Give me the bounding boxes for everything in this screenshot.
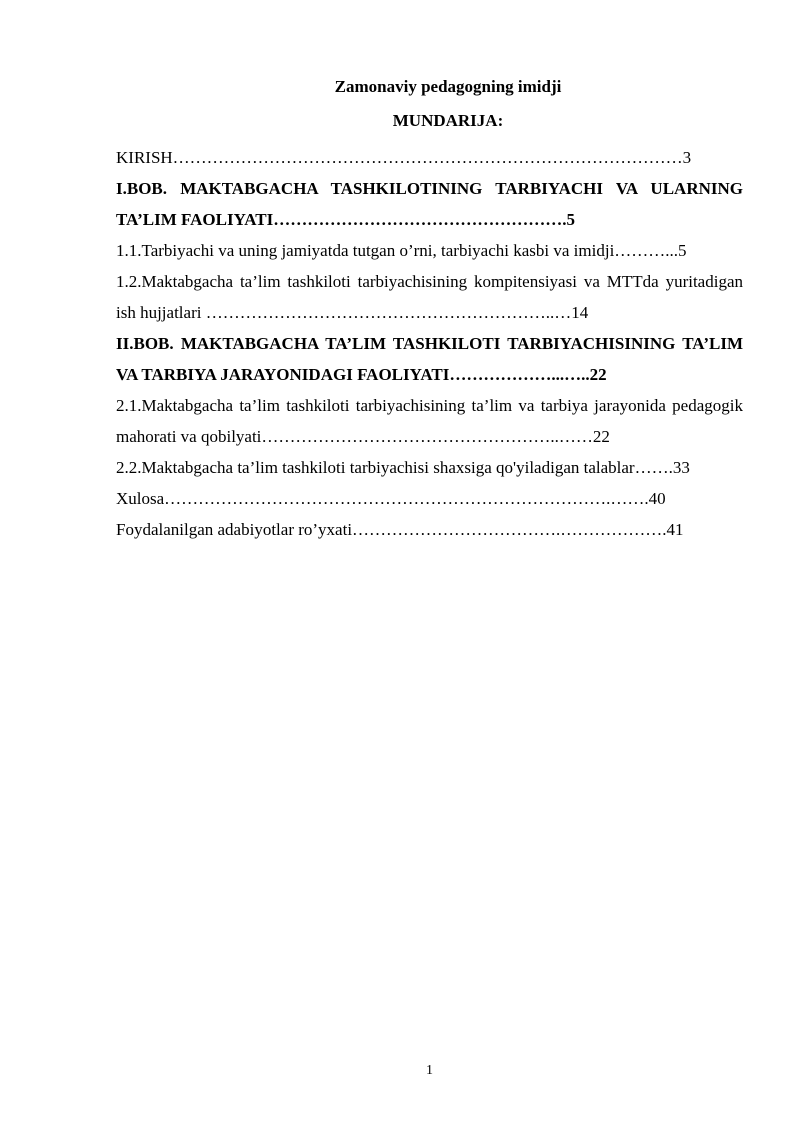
toc-entry-section-1-2: 1.2.Maktabgacha ta’lim tashkiloti tarbiyachisining kompitensiyasi va MTTda yuritadigan ish hujjatlari ……………………………………………………..…14 xyxy=(116,272,743,322)
toc-entry-section-2-2: 2.2.Maktabgacha ta’lim tashkiloti tarbiyachisi shaxsiga qo'yiladigan talablar…….33 xyxy=(116,458,690,477)
toc-entry-section-2-1: 2.1.Maktabgacha ta’lim tashkiloti tarbiyachisining ta’lim va tarbiya jarayonida pedagogik mahorati va qobilyati……………………………………………..……22 xyxy=(116,396,743,446)
document-title: Zamonaviy pedagogning imidji xyxy=(334,77,562,96)
toc-entry-references: Foydalanilgan adabiyotlar ro’yxati……………………………….……………….41 xyxy=(116,520,684,539)
toc-entry-section-1-1: 1.1.Tarbiyachi va uning jamiyatda tutgan o’rni, tarbiyachi kasbi va imidji………...5 xyxy=(116,241,687,260)
page-number: 1 xyxy=(426,1063,433,1078)
toc-heading: MUNDARIJA: xyxy=(392,111,504,130)
toc-entry-chapter-1: I.BOB. MAKTABGACHA TASHKILOTINING TARBIYACHI VA ULARNING TA’LIM FAOLIYATI…………………………………………….5 xyxy=(116,179,743,229)
toc-entry-kirish: KIRISH………………………………………………………………………………3 xyxy=(116,148,692,167)
table-of-contents xyxy=(116,142,743,545)
toc-entry-conclusion: Xulosa…………………………………………………………………….…….40 xyxy=(116,489,666,508)
toc-entry-chapter-2: II.BOB. MAKTABGACHA TA’LIM TASHKILOTI TARBIYACHISINING TA’LIM VA TARBIYA JARAYONIDAGI FAOLIYATI………………...…..22 xyxy=(116,334,743,384)
